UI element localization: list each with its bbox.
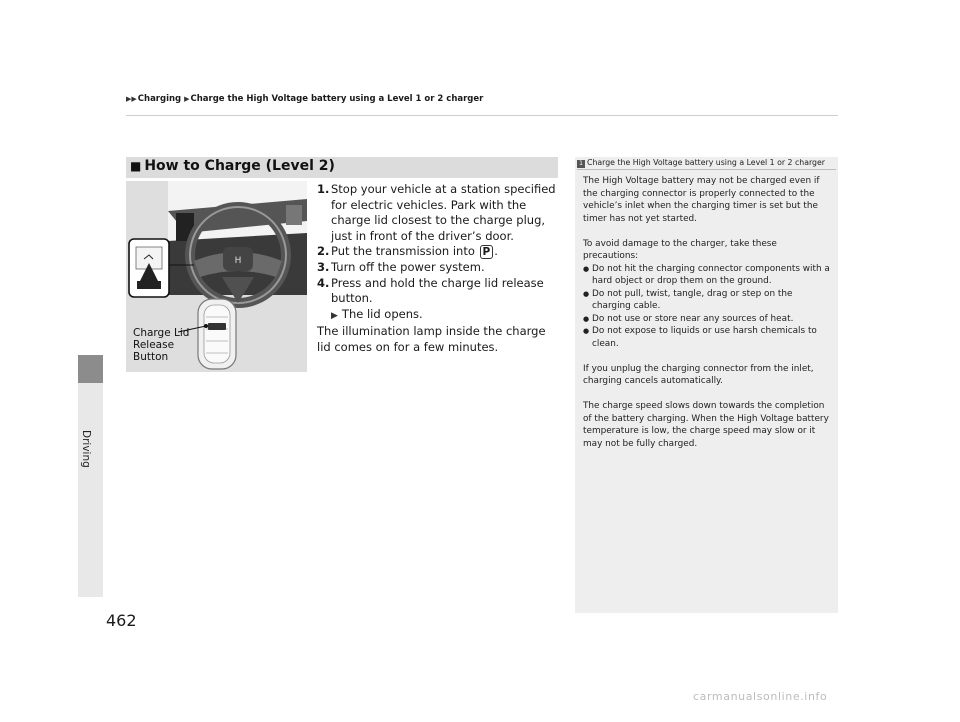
step-number: 2. <box>317 244 330 259</box>
step-number: 4. <box>317 275 330 290</box>
step-4 <box>317 276 557 307</box>
section-title-text: How to Charge (Level 2) <box>144 158 335 174</box>
list-item: ● Do not expose to liquids or use harsh chemicals to clean. <box>583 325 833 350</box>
step-text-after: . <box>494 244 498 259</box>
page-number: 462 <box>106 611 137 630</box>
charge-lid-callout <box>133 327 189 363</box>
step-4-result <box>317 307 557 325</box>
step-number: 1. <box>317 182 330 196</box>
watermark: carmanualsonline.info <box>693 690 828 703</box>
step-text: Turn off the power system. <box>331 259 485 274</box>
step-3 <box>317 260 557 276</box>
note-reference-icon: 1 <box>577 160 585 168</box>
charging-steps <box>317 182 557 356</box>
arrow-icon: ▶ <box>184 95 190 103</box>
callout-line-1: Charge Lid <box>133 327 190 339</box>
svg-text:H: H <box>234 256 242 266</box>
note-title[interactable]: Charge the High Voltage battery using a Level 1 or 2 charger <box>587 158 826 167</box>
note-header <box>577 158 836 168</box>
note-divider <box>577 169 836 170</box>
step-2 <box>317 244 557 260</box>
step-text <box>331 244 498 260</box>
list-item: ● Do not hit the charging connector components with a hard object or drop them on the ground. <box>583 263 833 288</box>
note-body <box>583 175 833 463</box>
section-title <box>130 158 335 174</box>
callout-line-3: Button <box>133 351 169 363</box>
breadcrumb <box>126 94 483 104</box>
after-steps-text: The illumination lamp inside the charge lid comes on for a few minutes. <box>317 324 546 354</box>
result-arrow-icon: ▶ <box>331 310 338 321</box>
precautions-list <box>583 263 833 351</box>
note-paragraph-3: If you unplug the charging connector from the inlet, charging cancels automatically. <box>583 363 814 386</box>
list-item: ● Do not pull, twist, tangle, drag or step on the charging cable. <box>583 288 833 313</box>
result-text: The lid opens. <box>341 306 423 321</box>
step-number: 3. <box>317 259 330 274</box>
step-1 <box>317 182 557 244</box>
breadcrumb-item-current[interactable]: Charge the High Voltage battery using a Level 1 or 2 charger <box>190 94 484 104</box>
step-text-before: Put the transmission into <box>331 244 475 259</box>
note-paragraph-2: To avoid damage to the charger, take these precautions: <box>583 238 777 261</box>
double-arrow-icon: ▶▶ <box>126 95 137 103</box>
chapter-tab-label[interactable]: Driving <box>80 430 92 468</box>
list-item: ● Do not use or store near any sources of heat. <box>583 313 833 326</box>
step-text: Press and hold the charge lid release button. <box>331 275 544 306</box>
section-marker-icon: ■ <box>130 159 142 173</box>
header-divider <box>126 115 838 116</box>
note-paragraph-4: The charge speed slows down towards the completion of the battery charging. When the High Voltage battery temperature is low, the charge speed may slow or it may not be fully charged. <box>583 401 829 449</box>
step-text: Stop your vehicle at a station specified for electric vehicles. Park with the charge lid closest to the charge plug, just in front of the driver’s door. <box>331 182 556 243</box>
park-key-icon: P <box>480 245 494 259</box>
chapter-tab-marker <box>78 355 103 383</box>
chapter-tab-column <box>78 383 103 597</box>
callout-line-2: Release <box>133 339 175 351</box>
note-paragraph-1: The High Voltage battery may not be charged even if the charging connector is properly connected to the vehicle’s inlet when the charging timer is set but the timer has not yet started. <box>583 176 820 224</box>
breadcrumb-item-charging[interactable]: Charging <box>137 94 182 104</box>
